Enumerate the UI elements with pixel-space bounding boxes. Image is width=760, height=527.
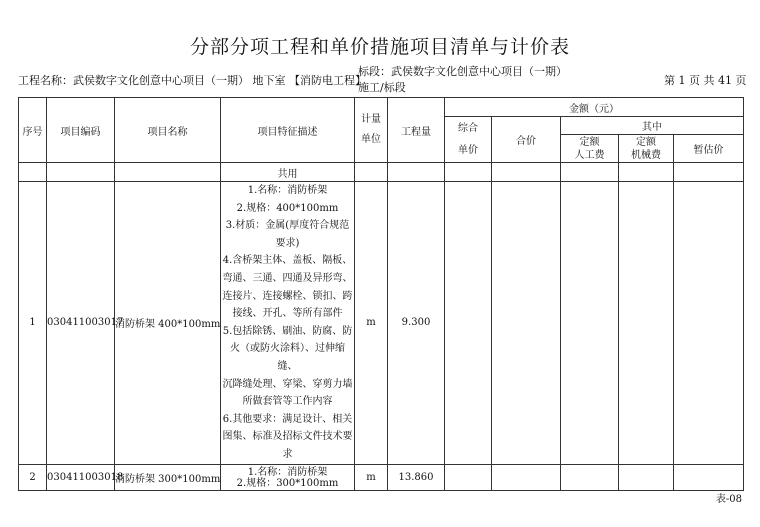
group-cell [561, 163, 619, 182]
desc-line: 1.名称：消防桥架 [247, 466, 328, 478]
header-unit-price-2: 单价 [458, 144, 478, 156]
desc-line: 6.其他要求：满足设计、相关 [222, 413, 353, 425]
header-amount: 金额（元） [445, 98, 744, 117]
group-cell [445, 163, 492, 182]
desc-line: 接线、开孔、等所有部件 [232, 308, 343, 320]
table-row [19, 182, 744, 465]
row-qty: 9.300 [388, 182, 445, 465]
row-cell [492, 464, 561, 490]
row-seq: 1 [19, 182, 47, 465]
desc-line: 4.含桥架主体、盖板、隔板、 [222, 255, 353, 267]
row-cell [445, 182, 492, 465]
form-number: 表-08 [715, 494, 742, 505]
row-seq: 2 [19, 464, 47, 490]
row-unit: m [355, 182, 388, 465]
header-machine-1: 定额 [636, 136, 656, 148]
row-cell [492, 182, 561, 465]
desc-line: 火（或防火涂料）、过伸缩缝、 [230, 343, 345, 372]
group-cell [19, 163, 47, 182]
desc-line: 图集、标准及招标文件技术要 [222, 431, 353, 443]
group-cell [674, 163, 744, 182]
page-info: 第 1 页 共 41 页 [664, 74, 747, 87]
header-labor-1: 定额 [579, 136, 600, 148]
header-unit: 计量单位 [355, 98, 388, 163]
desc-line: 所做套管等工作内容 [242, 396, 333, 408]
row-name: 消防桥架 300*100mm [115, 464, 221, 490]
group-cell [619, 163, 674, 182]
header-desc: 项目特征描述 [221, 98, 355, 163]
header-seq: 序号 [19, 98, 47, 163]
row-qty: 13.860 [388, 464, 445, 490]
desc-line: 5.包括除锈、刷油、防腐、防 [222, 325, 353, 337]
desc-line: 连接片、连接螺栓、锁扣、跨 [222, 290, 353, 302]
group-cell [115, 163, 221, 182]
header-provisional: 暂估价 [674, 135, 744, 163]
row-desc [221, 464, 355, 490]
header-code: 项目编码 [47, 98, 115, 163]
desc-line: 弯通、三通、四通及异形弯、 [222, 272, 353, 284]
header-labor [561, 135, 619, 163]
row-name: 消防桥架 400*100mm [115, 182, 221, 465]
page-title: 分部分项工程和单价措施项目清单与计价表 [189, 36, 570, 58]
desc-line: 1.名称：消防桥架 [247, 185, 328, 196]
row-code: 030411003018 [47, 464, 115, 490]
group-cell [47, 163, 115, 182]
desc-line: 2.规格：400*100mm [236, 202, 339, 214]
row-code: 030411003017 [47, 182, 115, 465]
desc-line: 2.规格：300*100mm [236, 477, 339, 489]
row-cell [674, 464, 744, 490]
row-cell [561, 464, 619, 490]
row-cell [561, 182, 619, 465]
header-labor-2: 人工费 [574, 149, 605, 161]
desc-line: 3.材质：金属(厚度符合规范 [225, 220, 350, 232]
header-total: 合价 [492, 117, 561, 163]
group-cell [388, 163, 445, 182]
group-cell [355, 163, 388, 182]
table-row [19, 464, 744, 490]
row-cell [674, 182, 744, 465]
row-cell [445, 464, 492, 490]
row-cell [619, 464, 674, 490]
header-unit-price-1: 综合 [458, 122, 478, 134]
desc-line: 沉降缝处理、穿梁、穿剪力墙 [222, 378, 353, 390]
header-unit-price [445, 117, 492, 163]
desc-line: 求 [282, 448, 293, 460]
section-label: 标段：武侯数字文化创意中心项目（一期）施工/标段 [358, 65, 562, 94]
row-unit: m [355, 464, 388, 490]
pricing-table [18, 97, 744, 491]
row-desc [221, 182, 355, 465]
group-cell [492, 163, 561, 182]
group-label: 共用 [221, 163, 355, 182]
header-of-which: 其中 [561, 117, 744, 135]
header-machine-2: 机械费 [631, 149, 661, 161]
header-name: 项目名称 [115, 98, 221, 163]
header-machine [619, 135, 674, 163]
header-qty: 工程量 [388, 98, 445, 163]
row-cell [619, 182, 674, 465]
desc-line: 要求) [275, 237, 300, 249]
project-name: 工程名称：武侯数字文化创意中心项目（一期） 地下室 【消防电工程】 [18, 74, 366, 87]
